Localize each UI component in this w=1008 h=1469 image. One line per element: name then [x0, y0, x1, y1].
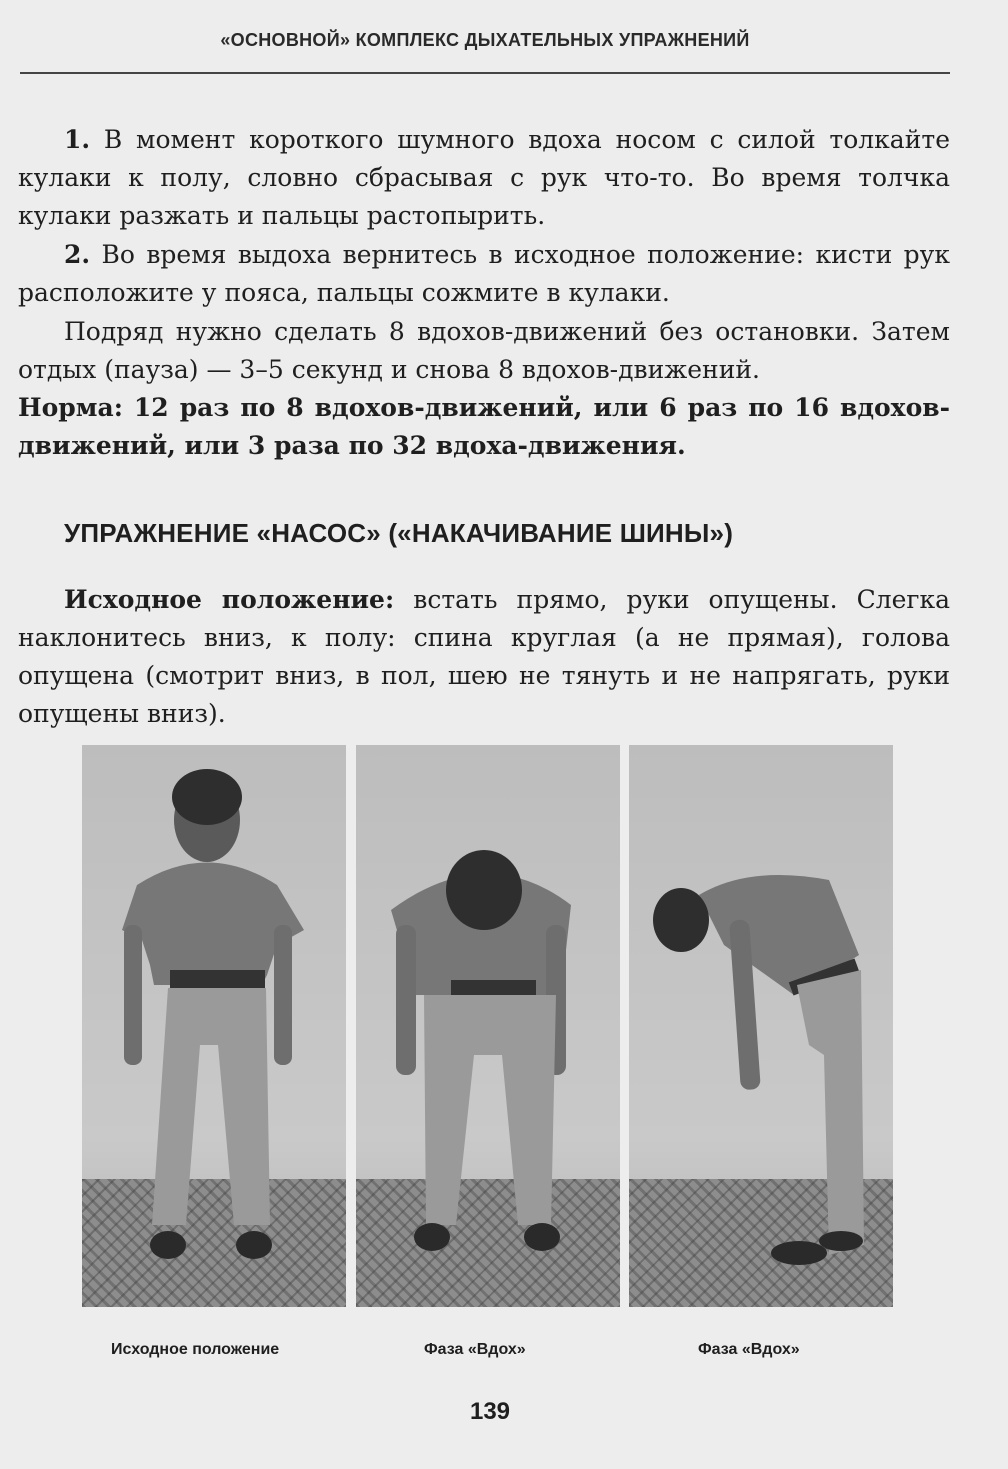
repetition-text: Подряд нужно сделать 8 вдохов-движений без остановки. Затем отдых (пауза) — 3–5 секунд и снова 8 вдохов-движений.	[18, 317, 950, 384]
step-1-text: В момент короткого шумного вдоха носом с силой толкайте кулаки к полу, словно сбрасывая с рук что-то. Во время толчка кулаки разжать и пальцы растопырить.	[18, 125, 951, 230]
figure-bent-side-photo	[629, 745, 893, 1307]
starting-position-text: встать прямо, руки опущены. Слегка наклонитесь вниз, к полу: спина круглая (а не прямая), голова опущена (смотрит вниз, в пол, шею не тянуть и не напрягать, руки опущены вниз).	[18, 585, 950, 728]
page-number: 139	[469, 1398, 511, 1425]
bent-front-figure-illustration	[356, 745, 620, 1307]
header-rule	[20, 72, 950, 74]
repetition-paragraph	[18, 313, 950, 465]
step-2-number: 2.	[64, 240, 91, 269]
running-title: «ОСНОВНОЙ» КОМПЛЕКС ДЫХАТЕЛЬНЫХ УПРАЖНЕНИЙ	[220, 30, 750, 50]
step-1	[18, 121, 950, 235]
figure-caption-1: Исходное положение	[111, 1341, 280, 1358]
starting-position-label: Исходное положение:	[64, 585, 395, 614]
starting-position-paragraph	[18, 581, 950, 733]
standing-figure-illustration	[82, 745, 346, 1307]
figure-standing-photo	[82, 745, 346, 1307]
figure-caption-3: Фаза «Вдох»	[698, 1341, 800, 1358]
step-1-number: 1.	[64, 125, 91, 154]
bent-side-figure-illustration	[629, 745, 893, 1307]
step-2-text: Во время выдоха вернитесь в исходное положение: кисти рук расположите у пояса, пальцы сожмите в кулаки.	[18, 240, 950, 307]
step-2	[18, 236, 950, 312]
norm-text: Норма: 12 раз по 8 вдохов-движений, или 6 раз по 16 вдохов-движений, или 3 раза по 32 вдоха-движения.	[18, 393, 950, 460]
figure-bent-front-photo	[356, 745, 620, 1307]
section-heading: УПРАЖНЕНИЕ «НАСОС» («НАКАЧИВАНИЕ ШИНЫ»)	[64, 518, 734, 548]
figure-caption-2: Фаза «Вдох»	[424, 1341, 526, 1358]
